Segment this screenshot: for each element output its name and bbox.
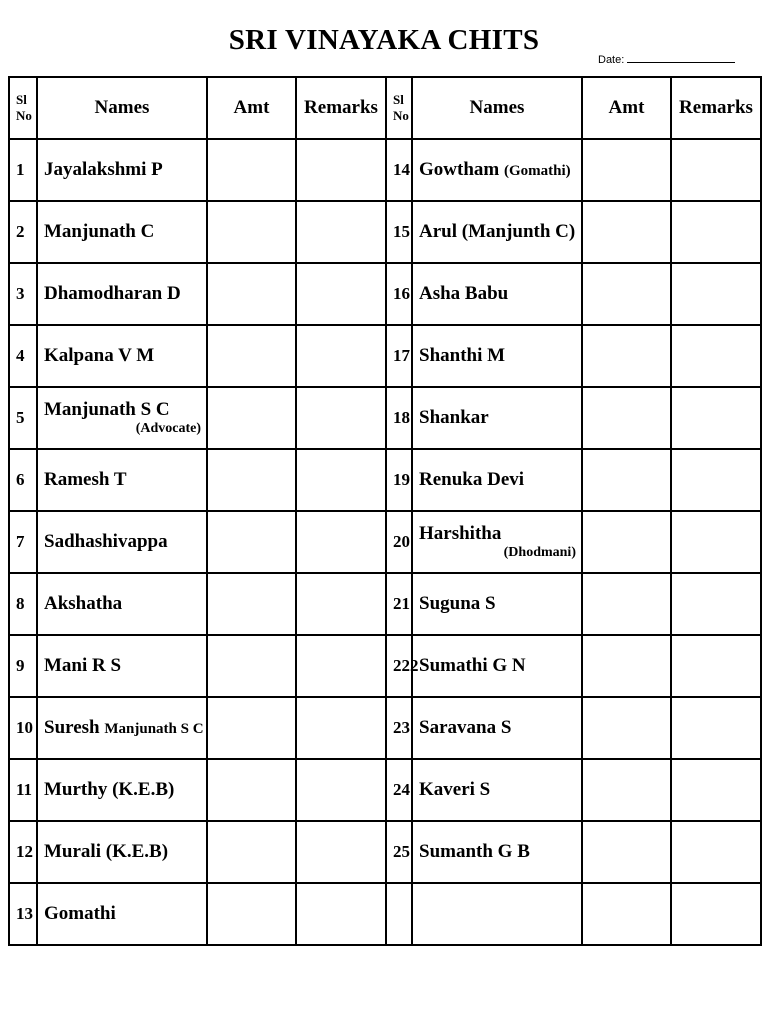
member-name-cell	[412, 511, 582, 573]
serial-number: 7	[9, 511, 37, 573]
member-name: Kaveri S	[412, 759, 582, 821]
member-name: Shankar	[412, 387, 582, 449]
remarks-cell[interactable]	[671, 573, 761, 635]
member-name: Ramesh T	[37, 449, 207, 511]
member-name-note: (Gomathi)	[503, 163, 571, 179]
remarks-cell[interactable]	[296, 821, 386, 883]
amount-cell[interactable]	[582, 635, 671, 697]
remarks-cell[interactable]	[671, 883, 761, 945]
remarks-cell[interactable]	[296, 697, 386, 759]
serial-number: 11	[9, 759, 37, 821]
amount-cell[interactable]	[582, 387, 671, 449]
member-name: Mani R S	[37, 635, 207, 697]
table-row	[9, 449, 761, 511]
table-row	[9, 759, 761, 821]
header-remarks-left: Remarks	[296, 77, 386, 139]
table-row	[9, 325, 761, 387]
header-row	[9, 77, 761, 139]
serial-number: 2	[9, 201, 37, 263]
remarks-cell[interactable]	[296, 201, 386, 263]
member-name: Arul (Manjunth C)	[412, 201, 582, 263]
remarks-cell[interactable]	[296, 387, 386, 449]
remarks-cell[interactable]	[671, 139, 761, 201]
serial-number: 17	[386, 325, 412, 387]
remarks-cell[interactable]	[671, 821, 761, 883]
table-row	[9, 387, 761, 449]
header-remarks-right: Remarks	[671, 77, 761, 139]
member-name: Dhamodharan D	[37, 263, 207, 325]
amount-cell[interactable]	[582, 821, 671, 883]
serial-number: 19	[386, 449, 412, 511]
serial-number: 14	[386, 139, 412, 201]
member-name: Gowtham	[419, 159, 500, 180]
table-row	[9, 573, 761, 635]
amount-cell[interactable]	[207, 201, 296, 263]
amount-cell[interactable]	[582, 759, 671, 821]
serial-number: 21	[386, 573, 412, 635]
amount-cell[interactable]	[582, 883, 671, 945]
member-name: Jayalakshmi P	[37, 139, 207, 201]
member-name: Harshitha	[419, 523, 502, 544]
serial-number: 23	[386, 697, 412, 759]
table-row	[9, 635, 761, 697]
member-name: Sumanth G B	[412, 821, 582, 883]
member-name: Murthy (K.E.B)	[37, 759, 207, 821]
amount-cell[interactable]	[582, 573, 671, 635]
header-names-left: Names	[37, 77, 207, 139]
remarks-cell[interactable]	[296, 449, 386, 511]
remarks-cell[interactable]	[671, 201, 761, 263]
table-row	[9, 883, 761, 945]
header-amt-left: Amt	[207, 77, 296, 139]
serial-number: 3	[9, 263, 37, 325]
member-name: Murali (K.E.B)	[37, 821, 207, 883]
member-name: Sumathi G N	[412, 635, 582, 697]
date-label: Date:	[598, 54, 625, 66]
serial-number: 13	[9, 883, 37, 945]
amount-cell[interactable]	[207, 821, 296, 883]
serial-number: 12	[9, 821, 37, 883]
serial-number: 20	[386, 511, 412, 573]
member-name: Akshatha	[37, 573, 207, 635]
date-blank-line	[627, 53, 735, 63]
member-name: Kalpana V M	[37, 325, 207, 387]
member-name: Manjunath S C	[44, 399, 170, 420]
amount-cell[interactable]	[207, 635, 296, 697]
table-row	[9, 821, 761, 883]
member-name: Suresh	[44, 717, 100, 738]
serial-number: 6	[9, 449, 37, 511]
serial-number: 16	[386, 263, 412, 325]
date-field	[598, 53, 735, 66]
serial-number: 10	[9, 697, 37, 759]
table-row	[9, 511, 761, 573]
member-name-note: (Advocate)	[135, 421, 201, 436]
amount-cell[interactable]	[207, 263, 296, 325]
remarks-cell[interactable]	[671, 449, 761, 511]
remarks-cell[interactable]	[296, 635, 386, 697]
serial-number: 18	[386, 387, 412, 449]
remarks-cell[interactable]	[671, 325, 761, 387]
header-names-right: Names	[412, 77, 582, 139]
table-row	[9, 201, 761, 263]
amount-cell[interactable]	[582, 263, 671, 325]
member-name-note: (Dhodmani)	[503, 545, 576, 560]
member-name: Suguna S	[412, 573, 582, 635]
member-name: Sadhashivappa	[37, 511, 207, 573]
serial-number: 9	[9, 635, 37, 697]
remarks-cell[interactable]	[296, 759, 386, 821]
remarks-cell[interactable]	[671, 511, 761, 573]
amount-cell[interactable]	[207, 697, 296, 759]
serial-number	[386, 883, 412, 945]
remarks-cell[interactable]	[671, 635, 761, 697]
member-name: Shanthi M	[412, 325, 582, 387]
chit-members-table	[8, 76, 762, 946]
header-sl-no-right: Sl No	[386, 77, 412, 139]
member-name-cell	[37, 697, 207, 759]
amount-cell[interactable]	[207, 449, 296, 511]
amount-cell[interactable]	[207, 573, 296, 635]
remarks-cell[interactable]	[296, 139, 386, 201]
serial-number: 1	[9, 139, 37, 201]
amount-cell[interactable]	[582, 449, 671, 511]
remarks-cell[interactable]	[296, 263, 386, 325]
remarks-cell[interactable]	[296, 573, 386, 635]
amount-cell[interactable]	[582, 697, 671, 759]
member-name	[412, 883, 582, 945]
amount-cell[interactable]	[207, 759, 296, 821]
serial-number: 25	[386, 821, 412, 883]
amount-cell[interactable]	[582, 139, 671, 201]
serial-number: 222	[386, 635, 412, 697]
remarks-cell[interactable]	[296, 883, 386, 945]
remarks-cell[interactable]	[296, 325, 386, 387]
table-row	[9, 697, 761, 759]
remarks-cell[interactable]	[671, 263, 761, 325]
member-name: Asha Babu	[412, 263, 582, 325]
member-name: Renuka Devi	[412, 449, 582, 511]
serial-number: 4	[9, 325, 37, 387]
header-amt-right: Amt	[582, 77, 671, 139]
amount-cell[interactable]	[207, 387, 296, 449]
remarks-cell[interactable]	[671, 697, 761, 759]
member-name: Gomathi	[37, 883, 207, 945]
remarks-cell[interactable]	[671, 759, 761, 821]
member-name: Saravana S	[412, 697, 582, 759]
page-title: SRI VINAYAKA CHITS	[228, 24, 540, 56]
amount-cell[interactable]	[582, 201, 671, 263]
amount-cell[interactable]	[207, 883, 296, 945]
header-sl-no-left: Sl No	[9, 77, 37, 139]
serial-number: 15	[386, 201, 412, 263]
member-name-note: Manjunath S C	[104, 721, 204, 737]
amount-cell[interactable]	[582, 325, 671, 387]
member-name-cell	[37, 387, 207, 449]
member-name: Manjunath C	[37, 201, 207, 263]
serial-number: 24	[386, 759, 412, 821]
table-row	[9, 263, 761, 325]
remarks-cell[interactable]	[671, 387, 761, 449]
serial-number: 5	[9, 387, 37, 449]
table-row	[9, 139, 761, 201]
amount-cell[interactable]	[582, 511, 671, 573]
amount-cell[interactable]	[207, 325, 296, 387]
serial-number: 8	[9, 573, 37, 635]
amount-cell[interactable]	[207, 139, 296, 201]
remarks-cell[interactable]	[296, 511, 386, 573]
amount-cell[interactable]	[207, 511, 296, 573]
member-name-cell	[412, 139, 582, 201]
